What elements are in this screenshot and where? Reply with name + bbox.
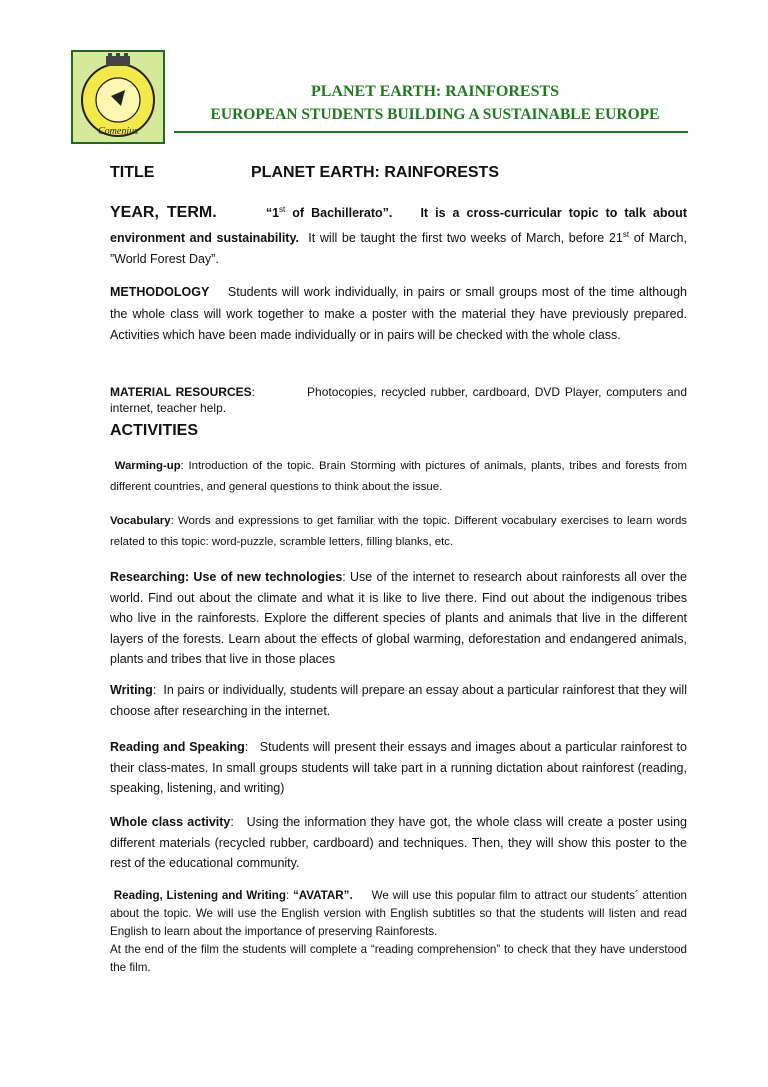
activity-text: In pairs or individually, students will prepare an essay about a particular rainforest that they will choose after researching in the internet. <box>110 683 687 718</box>
header-subtitle: EUROPEAN STUDENTS BUILDING A SUSTAINABLE EUROPE <box>210 106 660 123</box>
activity-text: Using the information they have got, the whole class will create a poster using different materials (recycled rubber, cardboard) and techniques. Then, they will show this poster to the rest of the educational community. <box>110 815 687 870</box>
methodology-section <box>110 282 687 347</box>
comenius-logo <box>71 50 165 144</box>
year-term-section <box>110 199 687 270</box>
activity-text: Use of the internet to research about rainforests all over the world. Find out about the climate and what it is like to live there. Find out about the indigenous tribes who live in the rainforests. Explore the different species of plants and animals that live in the different layers of the forests. Learn about the effects of global warming, deforestation and endangered animals, plants and tribes that live in those places <box>110 570 687 666</box>
activity-label: Researching: Use of new technologies <box>110 570 343 584</box>
activity-reading-speaking: Reading and Speaking: Students will present their essays and images about a particular rainforest to their class-mates. In small groups students will take part in a running dictation about rainforest (reading, speaking, listening, and writing) <box>110 740 687 795</box>
activity-writing: Writing: In pairs or individually, students will prepare an essay about a particular rainforest that they will choose after researching in the internet. <box>110 683 687 718</box>
activity-label: Vocabulary <box>110 515 171 527</box>
activity-label: Reading, Listening and Writing <box>113 889 286 902</box>
activity-text: Words and expressions to get familiar with the topic. Different vocabulary exercises to learn words related to this topic: word-puzzle, scramble letters, filling blanks, etc. <box>110 515 687 548</box>
title-label: TITLE <box>110 164 155 181</box>
activity-avatar: Reading, Listening and Writing: “AVATAR”. We will use this popular film to attract our students´ attention about the topic. We will use the English version with English subtitles so that the students will listen and read English to learn about the importance of preserving Rainforests. At the end of the film the students will complete a “reading comprehension” to check that they have understood the film. <box>110 889 687 974</box>
year-text-b: of March, ”World Forest Day”. <box>110 231 687 267</box>
activity-vocabulary: Vocabulary: Words and expressions to get familiar with the topic. Different vocabulary exercises to learn words related to this topic: word-puzzle, scramble letters, filling blanks, etc. <box>110 515 687 548</box>
activity-label: Whole class activity <box>110 815 231 829</box>
activity-researching: Researching: Use of new technologies: Use of the internet to research about rainforests all over the world. Find out about the climate and what it is like to live there. Find out about the indigenous tribes who live in the rainforests. Explore the different species of plants and animals that live in the different layers of the forests. Learn about the effects of global warming, deforestation and endangered animals, plants and tribes that live in those places <box>110 570 687 666</box>
year-sup2: st <box>622 230 630 240</box>
methodology-label: METHODOLOGY <box>110 285 210 299</box>
activity-warming-up: Warming-up: Introduction of the topic. Brain Storming with pictures of animals, plants, tribes and forests from different countries, and general questions to think about the issue. <box>110 460 687 493</box>
activity-text: Introduction of the topic. Brain Storming with pictures of animals, plants, tribes and forests from different countries, and general questions to think about the issue. <box>110 460 687 493</box>
year-quote-open: “1 <box>265 206 280 221</box>
activities-heading: ACTIVITIES <box>110 422 199 439</box>
activity-quote: “AVATAR”. <box>292 889 353 902</box>
methodology-text: Students will work individually, in pairs or small groups most of the time although the whole class will work together to make a poster with the material they have previously prepared. Activities which have been made individually or in pairs will be checked with the whole class. <box>110 285 687 342</box>
activity-text: We will use this popular film to attract our students´ attention about the topic. We will use the English version with English subtitles so that the students will listen and read English to learn about the importance of preserving Rainforests. <box>110 889 687 938</box>
year-course: of Bachillerato”. <box>285 206 393 221</box>
materials-section: MATERIAL RESOURCES: Photocopies, recycled rubber, cardboard, DVD Player, computers and internet, teacher help. <box>110 385 688 415</box>
materials-label: MATERIAL RESOURCES <box>110 385 252 399</box>
comenius-logo-icon <box>73 52 163 142</box>
year-sup: st <box>279 205 286 214</box>
logo-text: Comenius <box>98 126 138 137</box>
activity-label: Writing <box>110 683 153 697</box>
header-title: PLANET EARTH: RAINFORESTS <box>310 83 560 100</box>
title-value: PLANET EARTH: RAINFORESTS <box>251 164 499 181</box>
activity-label: Warming-up <box>114 460 181 472</box>
year-term-label: YEAR, TERM. <box>110 204 217 222</box>
activity-text-2: At the end of the film the students will complete a “reading comprehension” to check that they have understood the film. <box>110 943 687 974</box>
materials-text: Photocopies, recycled rubber, cardboard, DVD Player, computers and internet, teacher help. <box>110 385 688 415</box>
header-divider <box>174 131 688 133</box>
activity-whole-class: Whole class activity: Using the information they have got, the whole class will create a poster using different materials (recycled rubber, cardboard) and techniques. Then, they will show this poster to the rest of the educational community. <box>110 815 687 870</box>
activity-text: Students will present their essays and images about a particular rainforest to their class-mates. In small groups students will take part in a running dictation about rainforest (reading, speaking, listening, and writing) <box>110 740 687 795</box>
year-text-a: It will be taught the first two weeks of March, before 21 <box>308 231 623 246</box>
year-bold-text: It is a cross-curricular topic to talk about environment and sustainability. <box>110 206 687 246</box>
activity-label: Reading and Speaking <box>110 740 245 754</box>
